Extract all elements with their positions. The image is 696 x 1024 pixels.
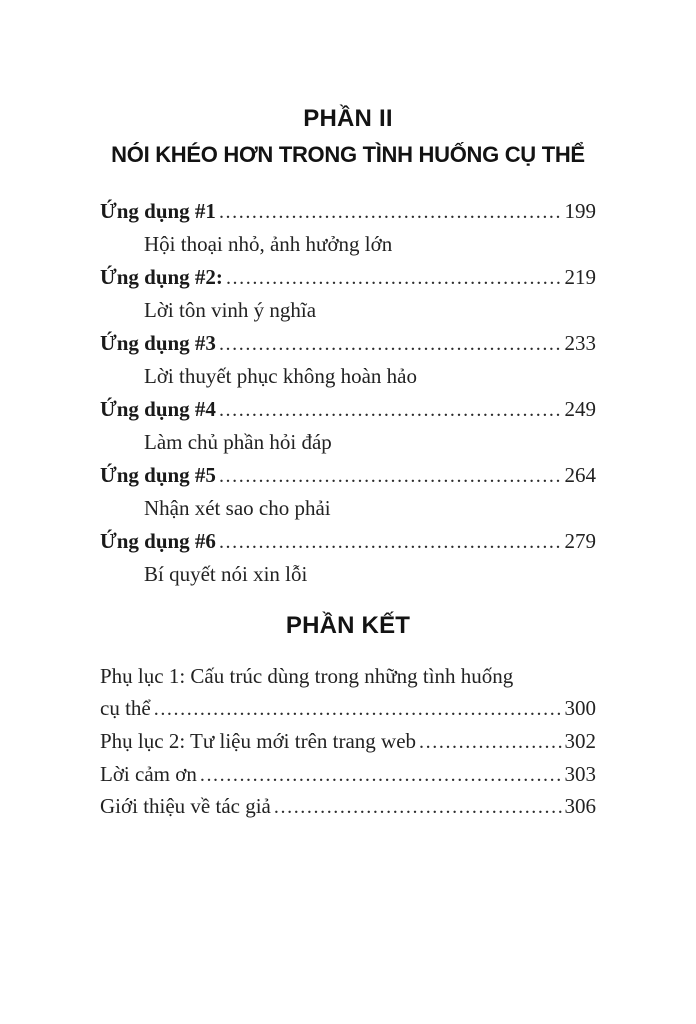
dot-leader: [219, 394, 562, 426]
toc-entry-row: [100, 726, 596, 759]
toc-entry: [100, 459, 596, 524]
toc-entry: [100, 393, 596, 458]
dot-leader: [419, 727, 561, 759]
toc-entry-row: [100, 791, 596, 824]
toc-entry-page-number: 303: [564, 761, 596, 786]
dot-leader: [200, 760, 562, 792]
toc-entry-label: Ứng dụng #5: [100, 463, 216, 487]
toc-entry-row: [100, 261, 596, 294]
toc-entry-label-line1: Phụ lục 1: Cấu trúc dùng trong những tình huống: [100, 664, 514, 688]
toc-entry: [100, 195, 596, 260]
toc-entry-subtitle: Hội thoại nhỏ, ảnh hưởng lớn: [144, 232, 393, 256]
toc-entry-subtitle: Làm chủ phần hỏi đáp: [144, 430, 332, 454]
toc-entry-page-number: 249: [564, 397, 596, 421]
toc-entry-subtitle: Bí quyết nói xin lỗi: [144, 562, 308, 586]
toc-entry-label: Ứng dụng #3: [100, 331, 216, 355]
toc-entry-page-number: 279: [564, 529, 596, 553]
toc-entry-subtitle: Lời tôn vinh ý nghĩa: [144, 298, 317, 322]
book-toc-page: [100, 0, 596, 824]
dot-leader: [219, 526, 562, 558]
toc-entry-label: Giới thiệu về tác giả: [100, 794, 271, 818]
toc-entry-label: Ứng dụng #1: [100, 199, 216, 223]
toc-entry: [100, 525, 596, 590]
toc-entry-page-number: 302: [564, 729, 596, 753]
toc-entry-page-number: 219: [564, 265, 596, 289]
toc-entry-page-number: 233: [564, 331, 596, 355]
toc-entry-page-number: 264: [564, 463, 596, 487]
dot-leader: [226, 262, 562, 294]
toc-entry-row: [100, 195, 596, 228]
toc-entry: [100, 327, 596, 392]
toc-entry-subtitle: Nhận xét sao cho phải: [144, 496, 331, 520]
part2-title: PHẦN II: [303, 105, 393, 132]
dot-leader: [219, 328, 562, 360]
toc-entry-label: Ứng dụng #2:: [100, 265, 223, 289]
toc-entry-row: [100, 759, 596, 792]
toc-entry-page-number: 300: [564, 695, 596, 720]
closing-toc-list: [100, 661, 596, 824]
part2-toc-list: [100, 195, 596, 590]
toc-entry-label: Lời cảm ơn: [100, 761, 197, 786]
dot-leader: [219, 460, 562, 492]
dot-leader: [154, 694, 562, 726]
toc-entry-row: [100, 393, 596, 426]
part2-subtitle: NÓI KHÉO HƠN TRONG TÌNH HUỐNG CỤ THỂ: [111, 142, 585, 167]
toc-entry-row: [100, 693, 596, 726]
toc-entry-row: [100, 459, 596, 492]
toc-entry: [100, 261, 596, 326]
toc-entry-label: Ứng dụng #6: [100, 529, 216, 553]
dot-leader: [274, 792, 562, 824]
toc-entry-row: [100, 525, 596, 558]
toc-entry-label: Phụ lục 2: Tư liệu mới trên trang web: [100, 729, 417, 753]
toc-entry-page-number: 306: [564, 794, 596, 818]
closing-title: PHẦN KẾT: [285, 612, 411, 639]
toc-entry-appendix1: [100, 661, 596, 725]
toc-entry-label: Ứng dụng #4: [100, 397, 216, 421]
toc-entry-row: [100, 327, 596, 360]
toc-entry-label-line2: cụ thể: [100, 695, 151, 720]
toc-entry-subtitle: Lời thuyết phục không hoàn hảo: [144, 364, 417, 388]
dot-leader: [219, 196, 562, 228]
toc-entry-page-number: 199: [564, 199, 596, 223]
